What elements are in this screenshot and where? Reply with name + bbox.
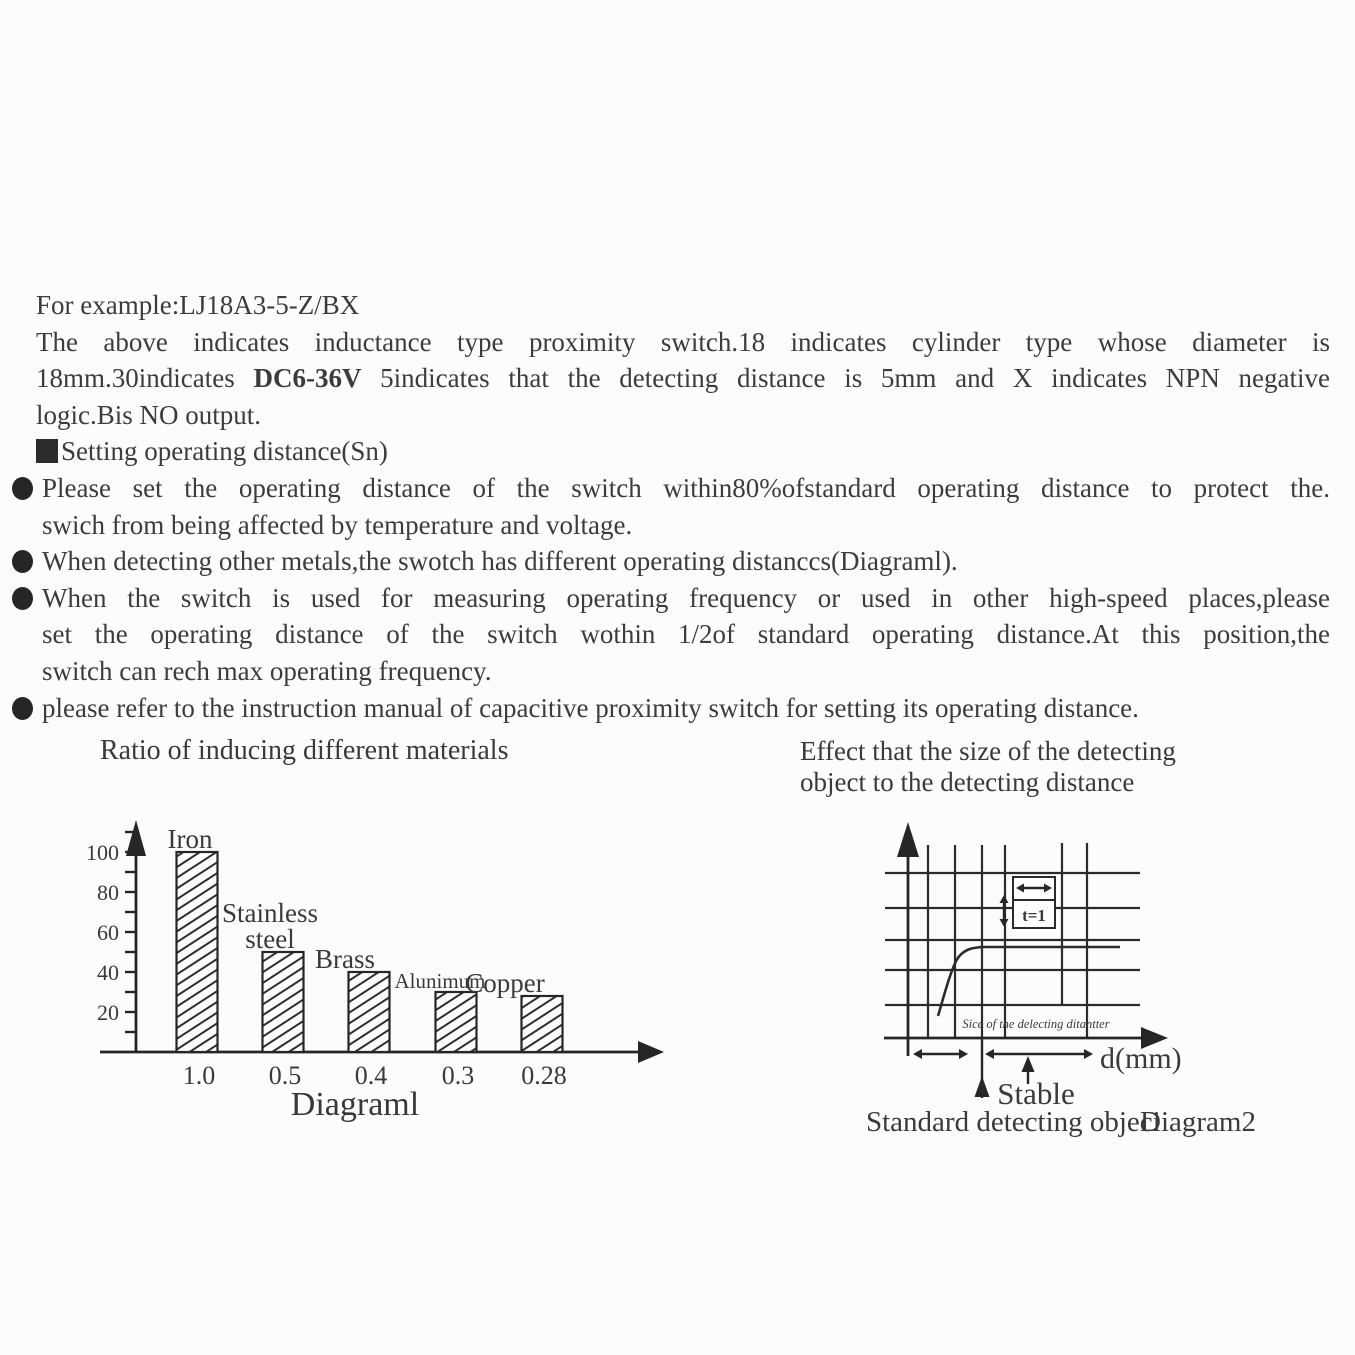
- bar: [177, 852, 218, 1052]
- text-segment: 5indicates that the detecting distance is 5mm and X indicates NPN negative: [361, 363, 1331, 394]
- y-axis-arrow-icon: [126, 820, 146, 856]
- bar: [436, 992, 477, 1052]
- text-segment: 18mm.30indicates: [36, 363, 254, 394]
- y-tick-label: 40: [97, 960, 119, 985]
- bullet-line: switch can rech max operating frequency.: [42, 655, 492, 686]
- left-chart-title: Ratio of inducing different materials: [100, 735, 509, 766]
- y-tick-label: 100: [86, 840, 119, 865]
- bar: [263, 952, 304, 1052]
- circle-bullet-icon: [12, 697, 33, 720]
- bullet-line: set the operating distance of the switch wothin 1/2of standard operating distance.At this position,the: [42, 619, 1330, 650]
- bullet-line: please refer to the instruction manual of capacitive proximity switch for setting its operating distance.: [42, 692, 1139, 723]
- x-category-label: 0.28: [521, 1061, 567, 1090]
- bar-label: Brass: [315, 944, 375, 974]
- right-chart-caption-left: Standard detecting objeci: [866, 1106, 1161, 1138]
- bullet-item: [36, 543, 1330, 580]
- paragraph-line: [36, 397, 1330, 434]
- paragraph-line: [36, 324, 1330, 361]
- circle-bullet-icon: [12, 587, 33, 610]
- height-double-arrow-icon: [1000, 895, 1009, 927]
- stable-pointer-arrow-icon: [1022, 1056, 1035, 1072]
- bar-label: Stainless: [221, 898, 319, 928]
- bar-label: Alunimum: [394, 969, 486, 993]
- bullet-item: [36, 690, 1330, 727]
- circle-bullet-icon: [12, 477, 33, 500]
- bar: [522, 996, 563, 1052]
- right-chart-caption-right: Diagram2: [1140, 1106, 1256, 1138]
- bullet-line: When detecting other metals,the swotch has different operating distanccs(Diagraml).: [42, 546, 958, 577]
- grid-note: Sice of the delecting ditantter: [962, 1017, 1110, 1031]
- y-tick-label: 80: [97, 880, 119, 905]
- x-category-label: 1.0: [182, 1061, 216, 1090]
- x-axis-label: d(mm): [1100, 1042, 1182, 1075]
- intro-paragraph: [36, 324, 1330, 434]
- bullet-line: Please set the operating distance of the switch within80%ofstandard operating distance to protect the.: [42, 472, 1330, 503]
- box-label: t=1: [1022, 906, 1046, 925]
- bullet-item: [36, 580, 1330, 690]
- intro-line: For example:LJ18A3-5-Z/BX: [36, 290, 360, 320]
- circle-bullet-icon: [12, 550, 33, 573]
- y-axis-arrow-icon: [897, 822, 919, 857]
- bar-label: Iron: [167, 824, 213, 854]
- stable-label: Stable: [997, 1076, 1075, 1111]
- x-category-label: 0.5: [268, 1061, 302, 1090]
- square-bullet-icon: [36, 439, 58, 463]
- bar-chart-diagram1: [80, 810, 680, 1100]
- section-heading: [36, 433, 1330, 470]
- y-tick-label: 60: [97, 920, 119, 945]
- x-category-label: 0.3: [441, 1061, 475, 1090]
- bullet-line: When the switch is used for measuring operating frequency or used in other high-speed places,please: [42, 582, 1330, 613]
- y-tick-label: 20: [97, 1000, 119, 1025]
- section-heading-text: Setting operating distance(Sn): [61, 436, 388, 467]
- text-segment: logic.Bis NO output.: [36, 399, 262, 430]
- bullet-line: swich from being affected by temperature and voltage.: [42, 509, 633, 540]
- short-range-double-arrow-icon: [913, 1049, 968, 1059]
- bold-text-segment: DC6-36V: [253, 363, 362, 394]
- body-text: [36, 287, 1330, 726]
- paragraph-line: [36, 360, 1330, 397]
- standard-object-arrow-icon: [975, 1076, 990, 1097]
- text-segment: The above indicates inductance type proximity switch.18 indicates cylinder type whose diameter is: [36, 326, 1330, 357]
- bullet-list: [36, 470, 1330, 726]
- right-chart-title-line2: object to the detecting distance: [800, 767, 1135, 797]
- stable-range-double-arrow-icon: [985, 1049, 1093, 1059]
- x-category-label: 0.4: [354, 1061, 388, 1090]
- right-chart-title-line1: Effect that the size of the detecting: [800, 736, 1176, 766]
- bullet-item: [36, 470, 1330, 543]
- bar-label: Copper: [465, 968, 545, 998]
- size-effect-diagram2: [780, 805, 1355, 1150]
- x-axis-arrow-icon: [638, 1041, 664, 1063]
- left-chart-caption: Diagraml: [290, 1086, 420, 1123]
- bar: [349, 972, 390, 1052]
- bar-label: steel: [245, 924, 295, 954]
